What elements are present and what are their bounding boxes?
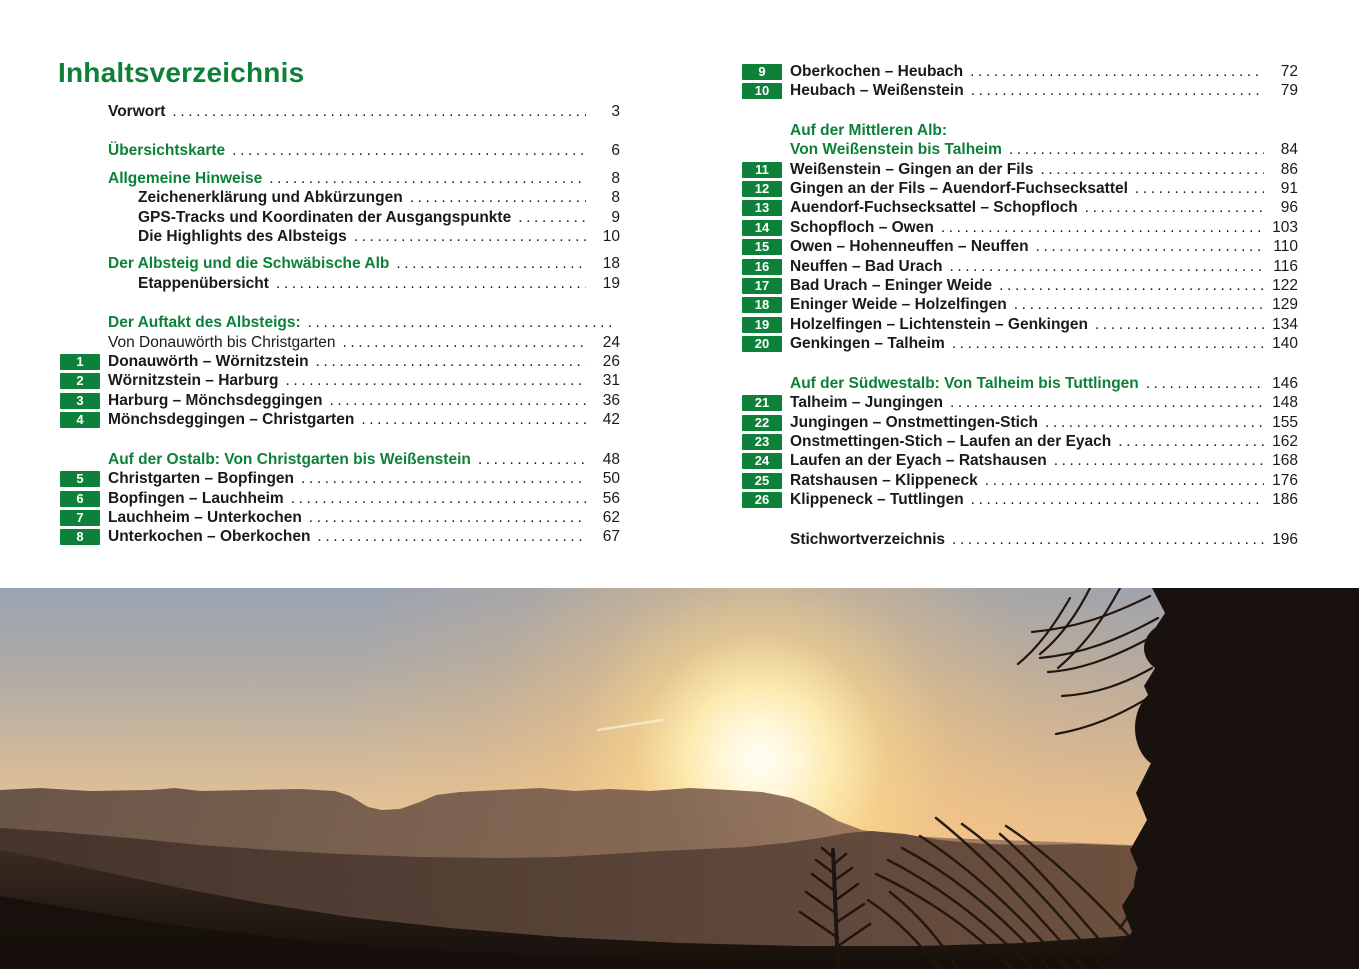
stage-number-badge: 17 — [742, 278, 782, 294]
dot-leader — [361, 410, 586, 429]
toc-entry-label: Etappenübersicht — [138, 274, 269, 292]
dot-leader — [949, 257, 1264, 276]
toc-entry-stage-18 — [740, 295, 1298, 314]
toc-entry-label: Der Auftakt des Albsteigs: — [108, 314, 301, 332]
dot-leader — [1045, 413, 1264, 432]
dot-leader — [329, 391, 586, 410]
toc-entry-label: Auf der Mittleren Alb: — [790, 121, 948, 139]
toc-entry-page: 196 — [1272, 530, 1298, 548]
toc-entry-label: Übersichtskarte — [108, 142, 226, 160]
dot-leader — [970, 62, 1264, 81]
sunset-photo — [0, 588, 1359, 969]
toc-entry-label: Ratshausen – Klippeneck — [790, 471, 978, 489]
toc-entry-page: 122 — [1272, 277, 1298, 295]
toc-entry-stage-2 — [58, 371, 620, 390]
badge-slot — [740, 336, 790, 352]
dot-leader — [1009, 140, 1264, 159]
toc-entry-page: 103 — [1272, 218, 1298, 236]
toc-entry — [58, 208, 620, 227]
dot-leader — [1054, 451, 1264, 470]
toc-right-column — [740, 62, 1298, 549]
badge-slot — [740, 64, 790, 80]
toc-entry-page: 148 — [1272, 394, 1298, 412]
toc-entry-page: 42 — [602, 411, 620, 429]
badge-slot — [740, 181, 790, 197]
toc-entry-label: Unterkochen – Oberkochen — [108, 528, 311, 546]
dot-leader — [354, 227, 586, 246]
toc-entry-stage-13 — [740, 198, 1298, 217]
dot-leader — [941, 218, 1264, 237]
toc-entry-page: 56 — [602, 489, 620, 507]
toc-entry-label: Neuffen – Bad Urach — [790, 257, 943, 275]
toc-entry-label: Owen – Hohenneuffen – Neuffen — [790, 238, 1029, 256]
toc-entry-label: Wörnitzstein – Harburg — [108, 372, 279, 390]
badge-slot — [58, 491, 108, 507]
dot-leader — [1014, 295, 1264, 314]
badge-slot — [58, 393, 108, 409]
badge-slot — [740, 200, 790, 216]
toc-entry-label: Bad Urach – Eninger Weide — [790, 277, 993, 295]
dot-leader — [1146, 374, 1264, 393]
toc-entry-stage-19 — [740, 315, 1298, 334]
toc-entry-page: 67 — [602, 528, 620, 546]
stage-number-badge: 24 — [742, 453, 782, 469]
dot-leader — [317, 527, 586, 546]
dot-leader — [291, 489, 586, 508]
toc-entry — [58, 254, 620, 273]
dot-leader — [950, 393, 1264, 412]
toc-entry-label: Schopfloch – Owen — [790, 218, 934, 236]
toc-entry-stage-9 — [740, 62, 1298, 81]
toc-entry-stage-8 — [58, 527, 620, 546]
toc-entry-page: 155 — [1272, 413, 1298, 431]
toc-entry-stage-16 — [740, 257, 1298, 276]
contrail — [598, 720, 662, 730]
stage-number-badge: 19 — [742, 317, 782, 333]
toc-entry-page: 176 — [1272, 471, 1298, 489]
stage-number-badge: 10 — [742, 83, 782, 99]
toc-entry-stage-15 — [740, 237, 1298, 256]
toc-entry-stage-21 — [740, 393, 1298, 412]
dot-leader — [999, 276, 1264, 295]
toc-entry — [58, 333, 620, 352]
toc-entry-label: Harburg – Mönchsdeggingen — [108, 391, 323, 409]
toc-entry-stage-12 — [740, 179, 1298, 198]
toc-entry-page: 186 — [1272, 491, 1298, 509]
stage-number-badge: 23 — [742, 434, 782, 450]
toc-entry-page: 19 — [602, 274, 620, 292]
toc-entry-label: Vorwort — [108, 103, 166, 120]
toc-entry-page: 79 — [1280, 82, 1298, 100]
badge-slot — [740, 473, 790, 489]
toc-entry — [58, 141, 620, 160]
toc-entry-stage-26 — [740, 490, 1298, 509]
toc-entry — [740, 530, 1298, 549]
toc-entry-stage-20 — [740, 334, 1298, 353]
badge-slot — [740, 395, 790, 411]
badge-slot — [58, 354, 108, 370]
toc-entry-label: Donauwörth – Wörnitzstein — [108, 353, 309, 371]
dot-leader — [985, 471, 1264, 490]
toc-entry — [58, 102, 620, 121]
dot-leader — [1095, 315, 1264, 334]
toc-entry-label: Stichwortverzeichnis — [790, 530, 946, 548]
badge-slot — [740, 453, 790, 469]
badge-slot — [740, 259, 790, 275]
toc-entry-stage-7 — [58, 508, 620, 527]
toc-entry-stage-4 — [58, 410, 620, 429]
toc-entry-stage-24 — [740, 451, 1298, 470]
toc-entry-label: Von Weißenstein bis Talheim — [790, 141, 1002, 159]
dot-leader — [308, 313, 616, 332]
stage-number-badge: 1 — [60, 354, 100, 370]
stage-number-badge: 18 — [742, 297, 782, 313]
dot-leader — [342, 333, 586, 352]
toc-entry-label: GPS-Tracks und Koordinaten der Ausgangspunkte — [138, 208, 512, 226]
toc-entry-page: 96 — [1280, 199, 1298, 217]
toc-entry-label: Bopfingen – Lauchheim — [108, 489, 284, 507]
stage-number-badge: 21 — [742, 395, 782, 411]
toc-entry-page: 72 — [1280, 63, 1298, 80]
stage-number-badge: 12 — [742, 181, 782, 197]
toc-entry-page: 168 — [1272, 452, 1298, 470]
toc-entry — [58, 450, 620, 469]
toc-entry-label: Oberkochen – Heubach — [790, 63, 964, 80]
toc-entry-label: Auf der Südwestalb: Von Talheim bis Tuttlingen — [790, 374, 1139, 392]
dot-leader — [478, 450, 586, 469]
dot-leader — [952, 334, 1264, 353]
dot-leader — [1135, 179, 1264, 198]
toc-entry-stage-11 — [740, 160, 1298, 179]
toc-entry-stage-10 — [740, 81, 1298, 100]
badge-slot — [58, 529, 108, 545]
toc-entry-page: 146 — [1272, 374, 1298, 392]
toc-entry-stage-23 — [740, 432, 1298, 451]
badge-slot — [58, 471, 108, 487]
badge-slot — [740, 83, 790, 99]
toc-entry-label: Eninger Weide – Holzelfingen — [790, 296, 1007, 314]
toc-entry-page: 134 — [1272, 315, 1298, 333]
badge-slot — [740, 220, 790, 236]
dot-leader — [971, 81, 1264, 100]
toc-entry-page: 31 — [602, 372, 620, 390]
dot-leader — [172, 102, 586, 121]
toc-entry-label: Auendorf-Fuchsecksattel – Schopfloch — [790, 199, 1078, 217]
toc-entry-label: Zeichenerklärung und Abkürzungen — [138, 189, 403, 207]
toc-entry-label: Klippeneck – Tuttlingen — [790, 491, 964, 509]
badge-slot — [740, 492, 790, 508]
toc-entry-page: 50 — [602, 470, 620, 488]
badge-slot — [58, 373, 108, 389]
stage-number-badge: 26 — [742, 492, 782, 508]
toc-entry-page: 84 — [1280, 141, 1298, 159]
toc-entry-label: Jungingen – Onstmettingen-Stich — [790, 413, 1039, 431]
dot-leader — [1040, 160, 1264, 179]
badge-slot — [740, 162, 790, 178]
badge-slot — [740, 434, 790, 450]
badge-slot — [740, 278, 790, 294]
toc-entry-label: Laufen an der Eyach – Ratshausen — [790, 452, 1047, 470]
stage-number-badge: 11 — [742, 162, 782, 178]
toc-entry-stage-25 — [740, 471, 1298, 490]
stage-number-badge: 20 — [742, 336, 782, 352]
badge-slot — [58, 412, 108, 428]
page-title: Inhaltsverzeichnis — [58, 57, 305, 88]
toc-entry-page: 9 — [611, 208, 620, 226]
toc-entry-page: 162 — [1272, 432, 1298, 450]
toc-entry — [740, 121, 1298, 140]
toc-entry-label: Von Donauwörth bis Christgarten — [108, 333, 336, 351]
badge-slot — [740, 415, 790, 431]
toc-entry-label: Der Albsteig und die Schwäbische Alb — [108, 255, 390, 273]
toc-entry-page: 10 — [602, 228, 620, 246]
badge-slot — [58, 510, 108, 526]
toc-entry-stage-17 — [740, 276, 1298, 295]
dot-leader — [1036, 237, 1264, 256]
dot-leader — [269, 169, 586, 188]
toc-entry-page: 18 — [602, 255, 620, 273]
toc-entry-page: 62 — [602, 508, 620, 526]
toc-entry-page: 91 — [1280, 180, 1298, 198]
toc-left-column — [58, 56, 620, 547]
dot-leader — [410, 188, 586, 207]
toc-entry-label: Mönchsdeggingen – Christgarten — [108, 411, 355, 429]
landscape-silhouette — [0, 588, 1359, 969]
toc-entry-page: 8 — [611, 189, 620, 207]
toc-entry-page: 3 — [611, 103, 620, 120]
toc-entry-label: Gingen an der Fils – Auendorf-Fuchsecksattel — [790, 180, 1128, 198]
toc-entry-stage-5 — [58, 469, 620, 488]
toc-entry-page: 48 — [602, 450, 620, 468]
toc-entry-stage-1 — [58, 352, 620, 371]
stage-number-badge: 8 — [60, 529, 100, 545]
toc-entry — [58, 169, 620, 188]
stage-number-badge: 5 — [60, 471, 100, 487]
badge-slot — [740, 317, 790, 333]
dot-leader — [301, 469, 586, 488]
toc-entry-page: 116 — [1273, 257, 1298, 275]
stage-number-badge: 25 — [742, 473, 782, 489]
toc-entry-label: Lauchheim – Unterkochen — [108, 508, 302, 526]
dot-leader — [1085, 198, 1264, 217]
stage-number-badge: 15 — [742, 239, 782, 255]
toc-entry-label: Auf der Ostalb: Von Christgarten bis Weißenstein — [108, 450, 471, 468]
toc-entry-stage-6 — [58, 489, 620, 508]
toc-entry-label: Holzelfingen – Lichtenstein – Genkingen — [790, 315, 1088, 333]
toc-entry-stage-14 — [740, 218, 1298, 237]
dot-leader — [309, 508, 586, 527]
toc-entry — [740, 374, 1298, 393]
toc-entry — [58, 227, 620, 246]
toc-entry-page: 129 — [1272, 296, 1298, 314]
stage-number-badge: 14 — [742, 220, 782, 236]
toc-entry-page: 8 — [611, 169, 620, 187]
toc-entry — [58, 188, 620, 207]
dot-leader — [276, 274, 586, 293]
toc-entry-label: Talheim – Jungingen — [790, 394, 944, 412]
toc-entry-label: Heubach – Weißenstein — [790, 82, 964, 100]
dot-leader — [518, 208, 586, 227]
stage-number-badge: 16 — [742, 259, 782, 275]
dot-leader — [286, 371, 586, 390]
toc-entry — [58, 274, 620, 293]
toc-entry-page: 26 — [602, 353, 620, 371]
stage-number-badge: 2 — [60, 373, 100, 389]
stage-number-badge: 9 — [742, 64, 782, 80]
toc-entry — [740, 140, 1298, 159]
toc-entry-page: 6 — [611, 142, 620, 160]
dot-leader — [971, 490, 1264, 509]
dot-leader — [952, 530, 1264, 549]
stage-number-badge: 7 — [60, 510, 100, 526]
toc-entry — [58, 313, 620, 332]
stage-number-badge: 3 — [60, 393, 100, 409]
toc-entry-page: 140 — [1272, 335, 1298, 353]
stage-number-badge: 6 — [60, 491, 100, 507]
toc-entry-label: Christgarten – Bopfingen — [108, 470, 295, 488]
stage-number-badge: 22 — [742, 415, 782, 431]
badge-slot — [740, 297, 790, 313]
dot-leader — [316, 352, 586, 371]
toc-entry-page: 110 — [1273, 238, 1298, 256]
dot-leader — [1118, 432, 1264, 451]
stage-number-badge: 13 — [742, 200, 782, 216]
toc-entry-page: 86 — [1280, 160, 1298, 178]
toc-entry-stage-3 — [58, 391, 620, 410]
toc-entry-label: Die Highlights des Albsteigs — [138, 228, 347, 246]
toc-entry-page: 36 — [602, 391, 620, 409]
toc-entry-label: Genkingen – Talheim — [790, 335, 945, 353]
toc-entry-page: 24 — [602, 333, 620, 351]
stage-number-badge: 4 — [60, 412, 100, 428]
toc-entry-label: Weißenstein – Gingen an der Fils — [790, 160, 1034, 178]
treetop-branches — [1018, 588, 1158, 734]
toc-entry-label: Onstmettingen-Stich – Laufen an der Eyach — [790, 432, 1112, 450]
toc-entry-stage-22 — [740, 413, 1298, 432]
badge-slot — [740, 239, 790, 255]
cliff-silhouette — [1106, 588, 1359, 969]
dot-leader — [232, 141, 586, 160]
dot-leader — [396, 254, 586, 273]
toc-entry-label: Allgemeine Hinweise — [108, 169, 263, 187]
